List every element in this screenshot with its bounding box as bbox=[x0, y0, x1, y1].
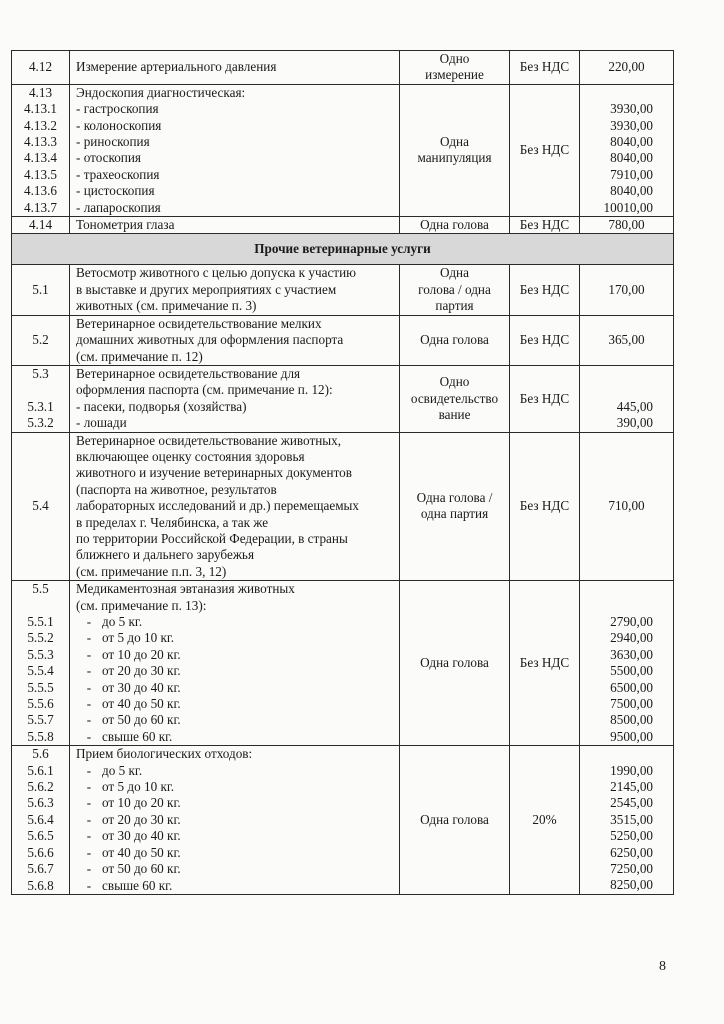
price-value: 3930,00 bbox=[610, 101, 653, 117]
price-value: 8040,00 bbox=[610, 134, 653, 150]
weight-range-label: от 5 до 10 кг. bbox=[102, 630, 175, 646]
price-value bbox=[584, 746, 653, 762]
item-number: 5.6.3 bbox=[27, 795, 54, 811]
unit-cell bbox=[400, 432, 510, 581]
item-number: 5.6.4 bbox=[27, 811, 54, 827]
weight-range-label: до 5 кг. bbox=[102, 762, 143, 778]
weight-range-label: от 40 до 50 кг. bbox=[102, 844, 181, 860]
list-dash: - bbox=[86, 712, 92, 728]
weight-range-item bbox=[76, 663, 395, 679]
description-line: (см. примечание п. 13): bbox=[76, 597, 207, 613]
service-description-cell bbox=[70, 265, 400, 315]
table-row bbox=[12, 265, 674, 315]
weight-range-label: свыше 60 кг. bbox=[102, 877, 173, 893]
price-value: 10010,00 bbox=[603, 199, 653, 215]
list-dash: - bbox=[86, 828, 92, 844]
price-cell bbox=[580, 51, 674, 85]
price-value: 390,00 bbox=[616, 415, 653, 431]
unit-cell bbox=[400, 217, 510, 234]
item-number-cell bbox=[12, 432, 70, 581]
price-value: 170,00 bbox=[608, 281, 645, 297]
price-cell bbox=[580, 265, 674, 315]
description-line: оформления паспорта (см. примечание п. 12): bbox=[76, 382, 333, 398]
description-line: Ветосмотр животного с целью допуска к участию bbox=[76, 265, 356, 281]
item-number: 5.5.1 bbox=[27, 613, 54, 629]
weight-range-item bbox=[76, 712, 395, 728]
unit-line: освидетельство bbox=[410, 390, 499, 406]
unit-cell bbox=[400, 265, 510, 315]
price-value: 8250,00 bbox=[610, 877, 653, 893]
weight-range-label: от 50 до 60 кг. bbox=[102, 861, 181, 877]
list-dash: - bbox=[86, 614, 92, 629]
weight-range-item bbox=[76, 630, 395, 646]
weight-range-label: от 40 до 50 кг. bbox=[102, 696, 181, 712]
item-number: 4.13.5 bbox=[24, 166, 57, 182]
item-number: 5.3 bbox=[32, 365, 49, 381]
price-value bbox=[584, 85, 653, 101]
unit-cell bbox=[400, 51, 510, 85]
service-description-cell bbox=[70, 315, 400, 365]
service-description-cell bbox=[70, 432, 400, 581]
unit-line: одна партия bbox=[420, 506, 489, 522]
vat-cell: Без НДС bbox=[510, 365, 580, 432]
vat-cell: Без НДС bbox=[510, 51, 580, 85]
price-value: 8040,00 bbox=[610, 183, 653, 199]
list-dash: - bbox=[86, 844, 92, 860]
weight-range-item bbox=[76, 861, 395, 877]
price-value: 3630,00 bbox=[610, 646, 653, 662]
price-value: 3930,00 bbox=[610, 117, 653, 133]
service-description-cell bbox=[70, 581, 400, 746]
price-cell bbox=[580, 217, 674, 234]
unit-line: Одна голова bbox=[420, 217, 489, 233]
description-line: - лапароскопия bbox=[76, 199, 161, 215]
description-line: лабораторных исследований и др.) перемещаемых bbox=[76, 498, 359, 514]
price-value: 3515,00 bbox=[610, 811, 653, 827]
price-value: 7250,00 bbox=[610, 861, 653, 877]
price-cell bbox=[580, 746, 674, 895]
item-number-cell bbox=[12, 51, 70, 85]
description-line: в пределах г. Челябинска, а так же bbox=[76, 514, 269, 530]
price-value: 220,00 bbox=[608, 59, 645, 75]
price-value: 9500,00 bbox=[610, 728, 653, 744]
unit-cell bbox=[400, 315, 510, 365]
weight-range-item bbox=[76, 779, 395, 795]
list-dash: - bbox=[86, 762, 92, 778]
weight-range-label: от 20 до 30 кг. bbox=[102, 811, 181, 827]
item-number-cell bbox=[12, 746, 70, 895]
description-line: Эндоскопия диагностическая: bbox=[76, 84, 246, 100]
price-value: 6500,00 bbox=[610, 679, 653, 695]
weight-range-label: до 5 кг. bbox=[102, 614, 143, 629]
unit-line: Одно bbox=[439, 374, 470, 390]
item-number: 5.6.8 bbox=[27, 877, 54, 893]
weight-range-item bbox=[76, 795, 395, 811]
description-line: (паспорта на животное, результатов bbox=[76, 481, 277, 497]
price-value: 710,00 bbox=[608, 498, 645, 514]
unit-line: измерение bbox=[425, 67, 484, 83]
unit-cell bbox=[400, 746, 510, 895]
weight-range-label: свыше 60 кг. bbox=[102, 728, 173, 744]
price-cell bbox=[580, 581, 674, 746]
price-cell bbox=[580, 84, 674, 216]
unit-cell bbox=[400, 581, 510, 746]
description-line: в выставке и других мероприятиях с участием bbox=[76, 281, 337, 297]
price-value: 1990,00 bbox=[610, 762, 653, 778]
weight-range-item bbox=[76, 845, 395, 861]
item-number: 5.6.6 bbox=[27, 844, 54, 860]
description-line: Измерение артериального давления bbox=[76, 59, 277, 75]
item-number: 4.13.1 bbox=[24, 101, 57, 117]
description-line: Тонометрия глаза bbox=[76, 217, 175, 233]
price-value: 445,00 bbox=[616, 398, 653, 414]
vat-cell: Без НДС bbox=[510, 581, 580, 746]
weight-range-item bbox=[76, 696, 395, 712]
item-number: 5.3.2 bbox=[27, 415, 54, 431]
item-number: 5.5.2 bbox=[27, 630, 54, 646]
vat-cell: Без НДС bbox=[510, 84, 580, 216]
list-dash: - bbox=[86, 696, 92, 712]
table-row bbox=[12, 432, 674, 581]
description-line: - трахеоскопия bbox=[76, 166, 160, 182]
weight-range-item bbox=[76, 878, 395, 894]
price-value: 2940,00 bbox=[610, 630, 653, 646]
table-row bbox=[12, 84, 674, 216]
item-number: 4.13.6 bbox=[24, 183, 57, 199]
price-value: 5500,00 bbox=[610, 663, 653, 679]
description-line: Ветеринарное освидетельствование для bbox=[76, 365, 301, 381]
price-value: 2145,00 bbox=[610, 779, 653, 795]
vat-cell: 20% bbox=[510, 746, 580, 895]
table-row bbox=[12, 746, 674, 895]
description-line: - лошади bbox=[76, 415, 127, 431]
list-dash: - bbox=[86, 795, 92, 811]
item-number-cell bbox=[12, 365, 70, 432]
vat-cell: Без НДС bbox=[510, 217, 580, 234]
weight-range-item bbox=[76, 614, 395, 630]
item-number bbox=[16, 382, 65, 398]
unit-cell bbox=[400, 365, 510, 432]
item-number-cell bbox=[12, 84, 70, 216]
list-dash: - bbox=[86, 811, 92, 827]
price-value: 2790,00 bbox=[610, 613, 653, 629]
item-number: 5.6.1 bbox=[27, 762, 54, 778]
price-value bbox=[584, 382, 653, 398]
weight-range-item bbox=[76, 680, 395, 696]
description-line: (см. примечание п.п. 3, 12) bbox=[76, 563, 227, 579]
weight-range-item bbox=[76, 812, 395, 828]
price-cell bbox=[580, 315, 674, 365]
item-number-cell bbox=[12, 217, 70, 234]
price-value: 2545,00 bbox=[610, 795, 653, 811]
unit-line: Одна голова bbox=[420, 811, 489, 827]
weight-range-label: от 20 до 30 кг. bbox=[102, 663, 181, 679]
item-number: 5.5.8 bbox=[27, 728, 54, 744]
item-number: 4.14 bbox=[28, 217, 53, 233]
description-line: ближнего и дальнего зарубежья bbox=[76, 547, 255, 563]
price-value bbox=[584, 581, 653, 597]
unit-cell bbox=[400, 84, 510, 216]
unit-line: партия bbox=[435, 298, 474, 314]
list-dash: - bbox=[86, 630, 92, 646]
description-line: Ветеринарное освидетельствование мелких bbox=[76, 315, 322, 331]
list-dash: - bbox=[86, 646, 92, 662]
service-description-cell bbox=[70, 51, 400, 85]
item-number-cell bbox=[12, 315, 70, 365]
weight-range-label: от 30 до 40 кг. bbox=[102, 828, 181, 844]
price-value bbox=[584, 366, 653, 382]
section-header-row bbox=[12, 234, 674, 265]
price-cell bbox=[580, 365, 674, 432]
item-number: 4.13.3 bbox=[24, 134, 57, 150]
item-number: 5.4 bbox=[32, 498, 49, 514]
description-line: - гастроскопия bbox=[76, 101, 159, 117]
description-line: Прием биологических отходов: bbox=[76, 746, 253, 762]
unit-line: манипуляция bbox=[417, 150, 492, 166]
item-number bbox=[16, 598, 65, 614]
weight-range-item bbox=[76, 647, 395, 663]
item-number: 5.5.7 bbox=[27, 712, 54, 728]
item-number: 4.13.4 bbox=[24, 150, 57, 166]
item-number-cell bbox=[12, 581, 70, 746]
item-number: 5.6 bbox=[32, 746, 49, 762]
weight-range-item bbox=[76, 763, 395, 779]
weight-range-label: от 10 до 20 кг. bbox=[102, 795, 181, 811]
page-number: 8 bbox=[659, 959, 666, 974]
price-value bbox=[584, 598, 653, 614]
vat-cell: Без НДС bbox=[510, 315, 580, 365]
vat-cell: Без НДС bbox=[510, 265, 580, 315]
price-value: 6250,00 bbox=[610, 844, 653, 860]
item-number: 5.2 bbox=[32, 332, 49, 348]
table-row bbox=[12, 581, 674, 746]
item-number: 5.5.3 bbox=[27, 646, 54, 662]
unit-line: вание bbox=[438, 406, 471, 422]
weight-range-item bbox=[76, 828, 395, 844]
item-number: 5.6.2 bbox=[27, 779, 54, 795]
price-value: 8500,00 bbox=[610, 712, 653, 728]
list-dash: - bbox=[86, 728, 92, 744]
table-row bbox=[12, 51, 674, 85]
price-cell bbox=[580, 432, 674, 581]
section-title: Прочие ветеринарные услуги bbox=[12, 234, 674, 265]
description-line: Медикаментозная эвтаназия животных bbox=[76, 581, 295, 597]
description-line: - отоскопия bbox=[76, 150, 141, 166]
unit-line: Одна bbox=[440, 134, 469, 150]
weight-range-label: от 50 до 60 кг. bbox=[102, 712, 181, 728]
description-line: - риноскопия bbox=[76, 134, 150, 150]
service-description-cell bbox=[70, 84, 400, 216]
item-number: 4.12 bbox=[28, 59, 53, 75]
price-value: 7910,00 bbox=[610, 166, 653, 182]
item-number: 4.13 bbox=[28, 84, 53, 100]
list-dash: - bbox=[86, 779, 92, 795]
description-line: - цистоскопия bbox=[76, 183, 155, 199]
table-row bbox=[12, 365, 674, 432]
description-line: включающее оценку состояния здоровья bbox=[76, 448, 305, 464]
description-line: - колоноскопия bbox=[76, 117, 162, 133]
vat-cell: Без НДС bbox=[510, 432, 580, 581]
price-value: 5250,00 bbox=[610, 828, 653, 844]
price-value: 8040,00 bbox=[610, 150, 653, 166]
item-number: 4.13.2 bbox=[24, 117, 57, 133]
description-line: Ветеринарное освидетельствование животных, bbox=[76, 432, 342, 448]
description-line: - пасеки, подворья (хозяйства) bbox=[76, 398, 247, 414]
unit-line: Одна голова / bbox=[416, 489, 493, 505]
item-number: 5.5.4 bbox=[27, 663, 54, 679]
price-table bbox=[11, 50, 674, 895]
unit-line: Одна bbox=[440, 265, 469, 281]
item-number: 4.13.7 bbox=[24, 199, 57, 215]
service-description-cell bbox=[70, 365, 400, 432]
price-value: 365,00 bbox=[608, 332, 645, 348]
unit-line: голова / одна bbox=[418, 281, 491, 297]
item-number: 5.5 bbox=[32, 581, 49, 597]
weight-range-label: от 10 до 20 кг. bbox=[102, 646, 181, 662]
weight-range-item bbox=[76, 729, 395, 745]
table-row bbox=[12, 315, 674, 365]
unit-line: Одно bbox=[439, 51, 470, 66]
price-value: 780,00 bbox=[608, 217, 645, 233]
weight-range-label: от 5 до 10 кг. bbox=[102, 779, 175, 795]
item-number: 5.3.1 bbox=[27, 398, 54, 414]
list-dash: - bbox=[86, 877, 92, 893]
description-line: животных (см. примечание п. 3) bbox=[76, 298, 257, 314]
service-description-cell bbox=[70, 217, 400, 234]
list-dash: - bbox=[86, 679, 92, 695]
item-number: 5.1 bbox=[32, 281, 49, 297]
unit-line: Одна голова bbox=[420, 332, 489, 348]
item-number-cell bbox=[12, 265, 70, 315]
unit-line: Одна голова bbox=[420, 655, 489, 671]
list-dash: - bbox=[86, 861, 92, 877]
description-line: животного и изучение ветеринарных документов bbox=[76, 465, 352, 481]
item-number: 5.5.6 bbox=[27, 696, 54, 712]
price-value: 7500,00 bbox=[610, 696, 653, 712]
description-line: (см. примечание п. 12) bbox=[76, 348, 203, 364]
description-line: домашних животных для оформления паспорта bbox=[76, 332, 344, 348]
item-number: 5.6.7 bbox=[27, 861, 54, 877]
item-number: 5.6.5 bbox=[27, 828, 54, 844]
weight-range-label: от 30 до 40 кг. bbox=[102, 679, 181, 695]
item-number: 5.5.5 bbox=[27, 679, 54, 695]
list-dash: - bbox=[86, 663, 92, 679]
table-row bbox=[12, 217, 674, 234]
service-description-cell bbox=[70, 746, 400, 895]
description-line: по территории Российской Федерации, в страны bbox=[76, 530, 348, 546]
